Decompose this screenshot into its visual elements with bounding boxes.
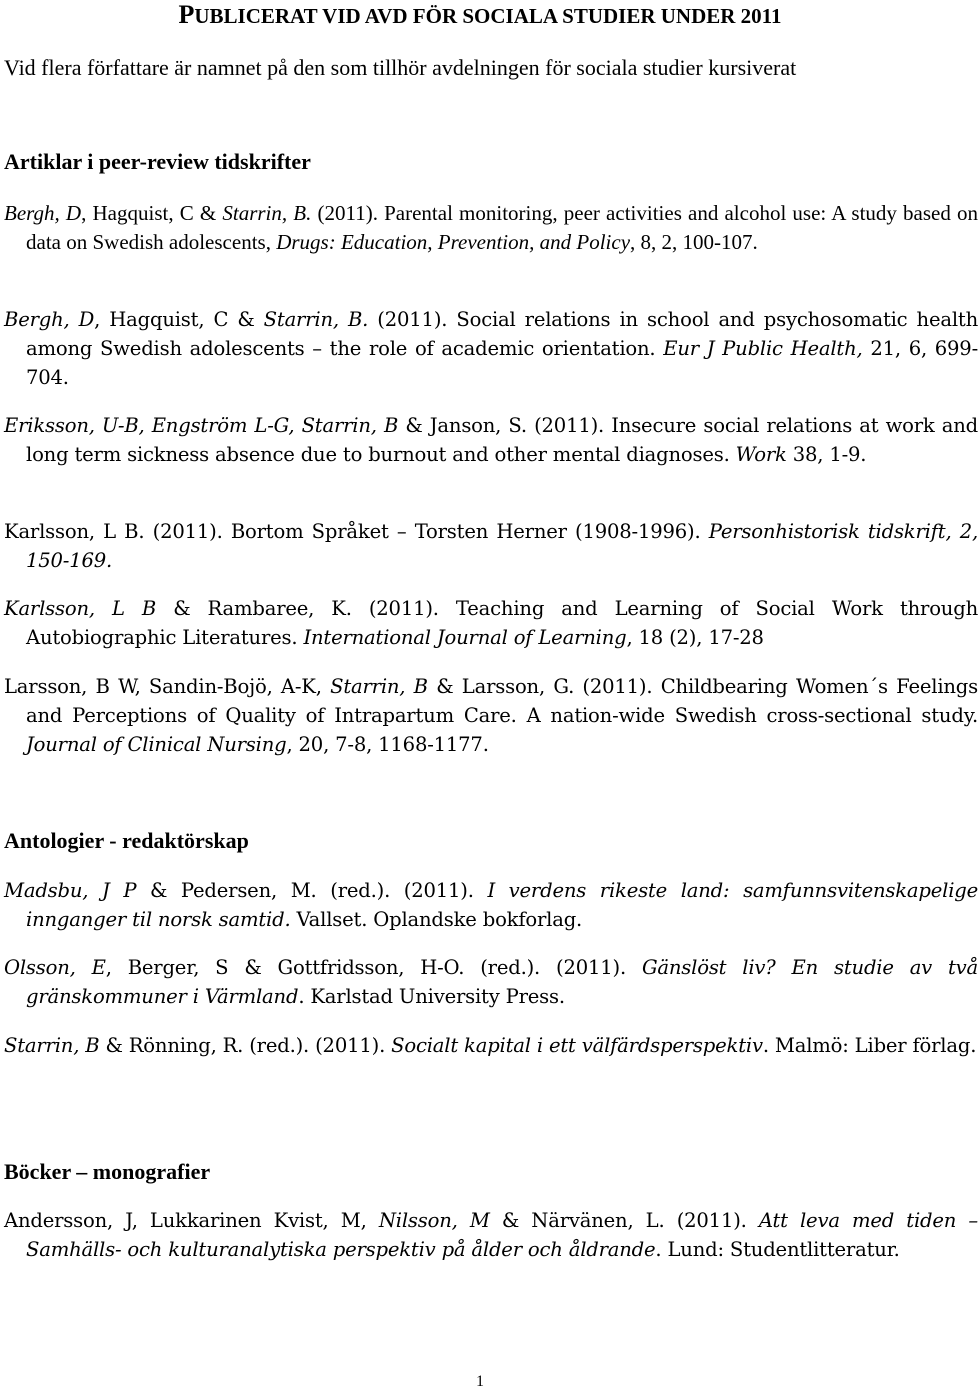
reference-text: Vallset. Oplandske bokforlag.	[290, 908, 583, 931]
reference-text: 38, 1-9.	[786, 443, 867, 466]
author-highlight: Starrin, B.	[222, 201, 312, 225]
reference-entry	[4, 1031, 978, 1060]
reference-text: , Hagquist, C &	[94, 308, 264, 331]
reference-entry	[4, 672, 978, 759]
reference-entry	[4, 876, 978, 934]
journal-title: Journal of Clinical Nursing	[26, 733, 287, 756]
book-title: Socialt kapital i ett välfärdsperspektiv	[391, 1034, 763, 1057]
author-highlight: Bergh, D	[4, 201, 82, 225]
page-subtitle: Vid flera författare är namnet på den som tillhör avdelningen för sociala studier kursiverat	[4, 55, 797, 80]
reference-text: & Larsson, G. (2011). Childbearing Women´s Feelings and Perceptions of Quality of Intrapartum Care. A nation-wide Swedish cross-sectional study.	[26, 675, 978, 727]
section-heading-books: Böcker – monografier	[4, 1159, 211, 1184]
reference-entry	[4, 517, 978, 575]
reference-text: . Malmö: Liber förlag.	[762, 1034, 977, 1057]
reference-text: & Närvänen, L. (2011).	[489, 1209, 759, 1232]
reference-text: 21, 6, 699-704.	[26, 337, 978, 389]
reference-text: , 8, 2, 100-107.	[630, 230, 758, 254]
reference-entry	[4, 199, 978, 257]
journal-title: Drugs: Education, Prevention, and Policy	[276, 230, 631, 254]
reference-text: Karlsson, L B. (2011). Bortom Språket – Torsten Herner (1908-1996).	[4, 520, 709, 543]
title-initial: P	[178, 0, 195, 29]
page-title	[0, 2, 960, 29]
author-highlight: Eriksson, U-B, Engström L-G, Starrin, B	[4, 414, 399, 437]
author-highlight: Karlsson, L B	[4, 597, 157, 620]
author-highlight: Starrin, B	[4, 1034, 100, 1057]
journal-title: Work	[735, 443, 787, 466]
book-title: Att leva med tiden – Samhälls- och kulturanalytiska perspektiv på ålder och åldrande	[26, 1209, 978, 1261]
reference-text: . Karlstad University Press.	[298, 985, 565, 1008]
journal-title: Personhistorisk tidskrift, 2, 150-169.	[26, 520, 978, 572]
author-highlight: Starrin, B.	[263, 308, 369, 331]
reference-entry	[4, 953, 978, 1011]
page-number: 1	[476, 1373, 484, 1390]
section-heading-anthologies: Antologier - redaktörskap	[4, 828, 249, 853]
reference-text: , 20, 7-8, 1168-1177.	[286, 733, 489, 756]
section-heading-articles: Artiklar i peer-review tidskrifter	[4, 149, 311, 174]
author-highlight: Nilsson, M	[378, 1209, 490, 1232]
reference-entry	[4, 305, 978, 392]
author-highlight: Bergh, D	[4, 308, 95, 331]
title-rest: UBLICERAT VID AVD FÖR SOCIALA STUDIER UNDER 2011	[194, 4, 782, 28]
reference-entry	[4, 594, 978, 652]
author-highlight: Madsbu, J P	[4, 879, 137, 902]
book-title: I verdens rikeste land: samfunnsvitenskapelige innganger til norsk samtid.	[26, 879, 978, 931]
book-title: Gänslöst liv? En studie av två gränskommuner i Värmland	[26, 956, 978, 1008]
journal-title: International Journal of Learning	[303, 626, 627, 649]
reference-text: . Lund: Studentlitteratur.	[655, 1238, 900, 1261]
reference-text: & Pedersen, M. (red.). (2011).	[136, 879, 488, 902]
reference-text: & Rambaree, K. (2011). Teaching and Learning of Social Work through Autobiographic Literatures.	[26, 597, 978, 649]
reference-text: , Berger, S & Gottfridsson, H-O. (red.). (2011).	[105, 956, 642, 979]
reference-text: Larsson, B W, Sandin-Bojö, A-K,	[4, 675, 331, 698]
reference-text: , Hagquist, C &	[81, 201, 223, 225]
author-highlight: Starrin, B	[330, 675, 428, 698]
reference-entry	[4, 411, 978, 469]
author-highlight: Olsson, E	[4, 956, 106, 979]
reference-text: Andersson, J, Lukkarinen Kvist, M,	[4, 1209, 379, 1232]
reference-text: & Janson, S. (2011). Insecure social relations at work and long term sickness absence due to burnout and other mental diagnoses.	[26, 414, 978, 466]
reference-entry	[4, 1206, 978, 1264]
reference-text: & Rönning, R. (red.). (2011).	[99, 1034, 392, 1057]
reference-text: , 18 (2), 17-28	[626, 626, 764, 649]
journal-title: Eur J Public Health,	[663, 337, 863, 360]
reference-text: (2011). Parental monitoring, peer activities and alcohol use: A study based on data on Swedish adolescents,	[26, 201, 978, 254]
reference-text: (2011). Social relations in school and psychosomatic health among Swedish adolescents – the role of academic orientation.	[26, 308, 978, 360]
